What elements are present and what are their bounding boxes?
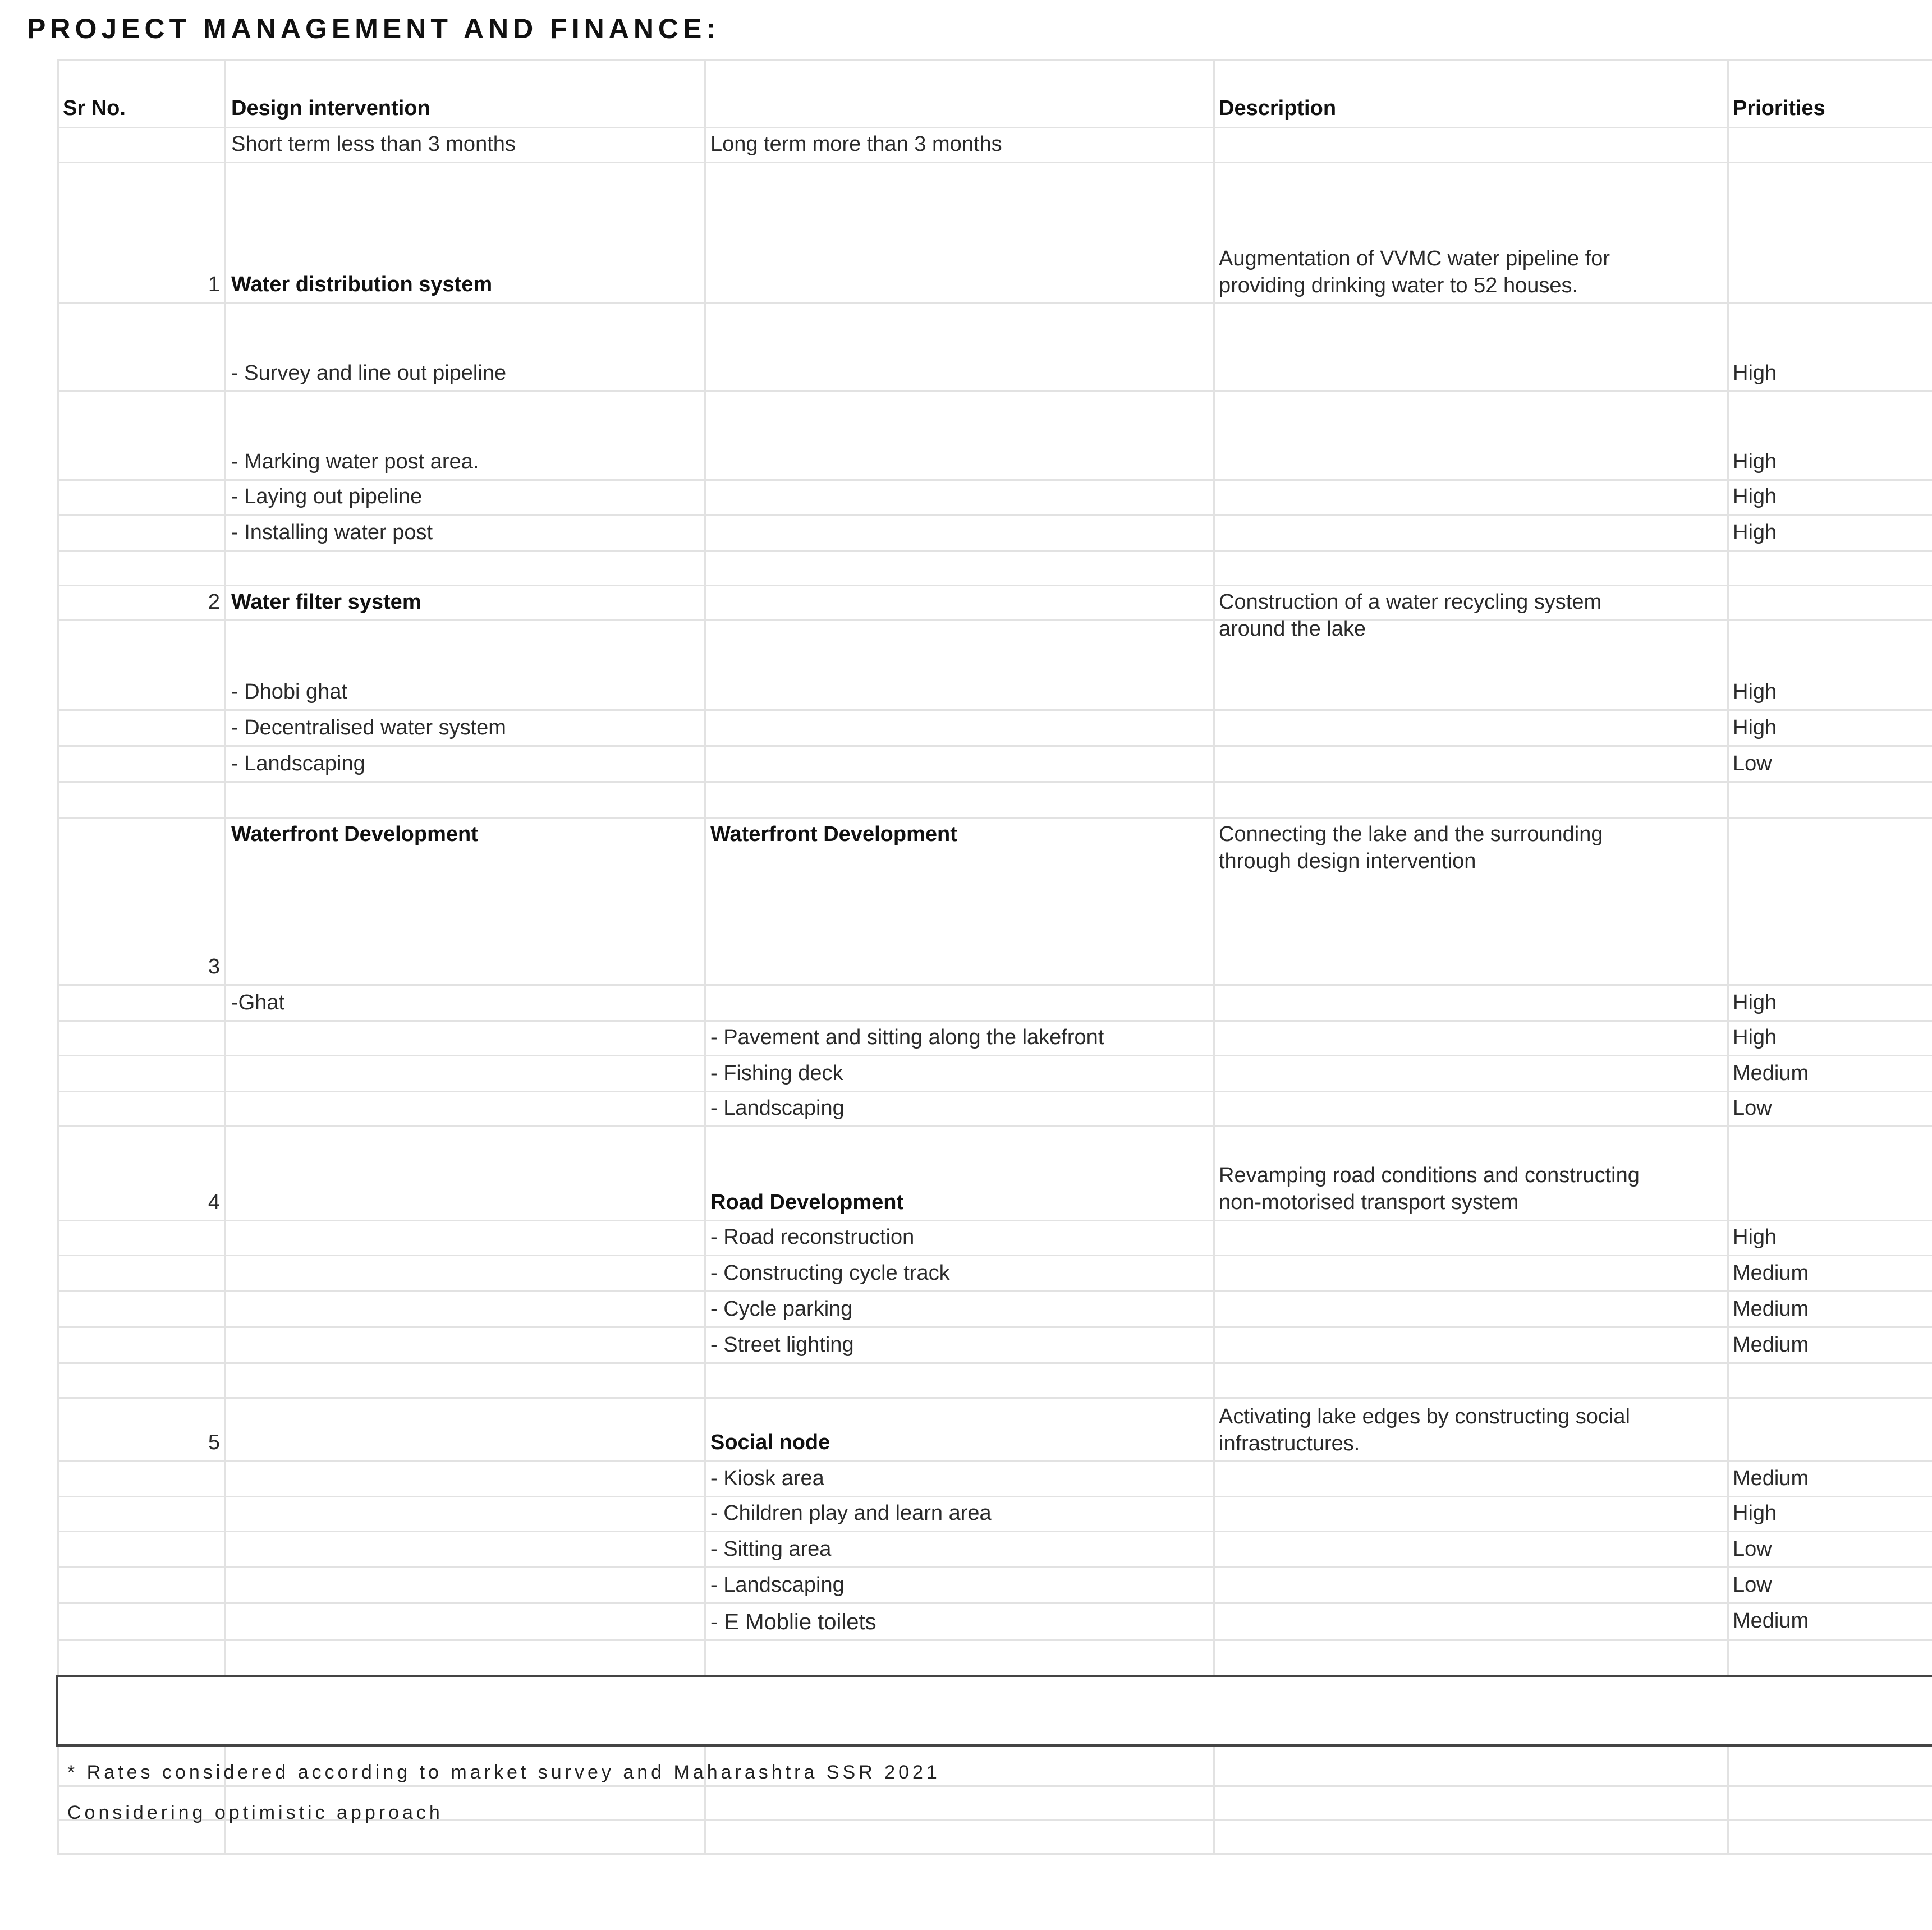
task-label: - Survey and line out pipeline [231, 361, 507, 385]
grid-line [57, 1531, 1932, 1532]
grid-line [57, 585, 1932, 586]
priority-value: Medium [1733, 1333, 1809, 1357]
totals-box [56, 1675, 1932, 1747]
grid-line [57, 302, 1932, 304]
subheader-short-term: Short term less than 3 months [231, 132, 516, 156]
grid-line [57, 1326, 1932, 1328]
task-label: - Sitting area [710, 1537, 832, 1561]
priority-value: High [1733, 521, 1777, 544]
page-title: PROJECT MANAGEMENT AND FINANCE: [27, 13, 721, 44]
grid-line [57, 1853, 1932, 1855]
priority-value: High [1733, 485, 1777, 508]
task-label: - Kiosk area [710, 1467, 824, 1490]
sr-number: 1 [208, 273, 220, 296]
task-label: - Decentralised water system [231, 716, 506, 739]
task-label: -Ghat [231, 991, 285, 1014]
priority-value: High [1733, 450, 1777, 474]
priority-value: Low [1733, 1573, 1772, 1597]
priority-value: Low [1733, 1096, 1772, 1120]
group-description: Construction of a water recycling system around the lake [1219, 590, 1602, 641]
group-title-long: Road Development [710, 1191, 904, 1214]
grid-line [57, 390, 1932, 392]
task-label: - Road reconstruction [710, 1225, 915, 1249]
priority-value: High [1733, 716, 1777, 739]
grid-line [57, 1602, 1932, 1604]
grid-line [57, 709, 1932, 711]
group-description: Activating lake edges by constructing social infrastructures. [1219, 1405, 1630, 1455]
priority-value: Medium [1733, 1467, 1809, 1490]
grid-line [57, 1566, 1932, 1568]
group-description: Revamping road conditions and constructing non-motorised transport system [1219, 1164, 1640, 1214]
grid-line [57, 162, 1932, 163]
grid-line [1213, 59, 1215, 1855]
grid-line [57, 1362, 1932, 1364]
priority-value: Medium [1733, 1609, 1809, 1633]
grid-line [704, 59, 706, 1855]
sr-number: 3 [208, 955, 220, 978]
priority-value: Low [1733, 752, 1772, 775]
grid-line [57, 1091, 1932, 1092]
header-description: Description [1219, 96, 1337, 120]
group-title-long: Social node [710, 1431, 830, 1454]
group-description: Augmentation of VVMC water pipeline for providing drinking water to 52 houses. [1219, 247, 1610, 297]
grid-line [1727, 59, 1729, 1855]
priority-value: Medium [1733, 1062, 1809, 1085]
priority-value: High [1733, 361, 1777, 385]
task-label: - Laying out pipeline [231, 485, 423, 508]
task-label: - Landscaping [710, 1096, 845, 1120]
task-label: - Street lighting [710, 1333, 854, 1357]
task-label: - Marking water post area. [231, 450, 479, 474]
priority-value: Low [1733, 1537, 1772, 1561]
task-label: - Landscaping [231, 752, 365, 775]
task-label: - Children play and learn area [710, 1501, 992, 1525]
task-label: - Landscaping [710, 1573, 845, 1597]
grid-line [57, 745, 1932, 747]
grid-line [57, 1290, 1932, 1292]
priority-value: Medium [1733, 1297, 1809, 1321]
grid-line [57, 59, 1932, 61]
priority-value: High [1733, 991, 1777, 1014]
priority-value: High [1733, 680, 1777, 704]
header-priorities: Priorities [1733, 96, 1825, 120]
task-label: - Pavement and sitting along the lakefront [710, 1026, 1104, 1049]
rates-note: * Rates considered according to market survey and Maharashtra SSR 2021 [67, 1762, 940, 1783]
grid-line [57, 1254, 1932, 1256]
approach-note: Considering optimistic approach [67, 1802, 443, 1823]
grid-line [57, 127, 1932, 128]
group-title: Water filter system [231, 590, 421, 614]
grid-line [57, 1460, 1932, 1462]
group-title: Waterfront Development [231, 822, 478, 846]
grid-line [57, 1639, 1932, 1641]
subheader-long-term: Long term more than 3 months [710, 132, 1002, 156]
grid-line [57, 1785, 1932, 1787]
grid-line [57, 1125, 1932, 1127]
grid-line [57, 1020, 1932, 1022]
grid-line [57, 1220, 1932, 1221]
grid-line [57, 781, 1932, 783]
grid-line [224, 59, 226, 1855]
grid-line [57, 817, 1932, 819]
sr-number: 4 [208, 1191, 220, 1214]
group-title-long: Waterfront Development [710, 822, 957, 846]
task-label: - Fishing deck [710, 1062, 843, 1085]
group-description: Connecting the lake and the surrounding through design intervention [1219, 822, 1603, 873]
grid-line [57, 479, 1932, 481]
task-label: - Constructing cycle track [710, 1261, 950, 1285]
priority-value: High [1733, 1026, 1777, 1049]
grid-line [57, 984, 1932, 986]
group-title: Water distribution system [231, 273, 493, 296]
sr-number: 5 [208, 1431, 220, 1454]
task-label: - Dhobi ghat [231, 680, 348, 704]
sr-number: 2 [208, 590, 220, 614]
priority-value: High [1733, 1225, 1777, 1249]
grid-line [57, 514, 1932, 516]
grid-line [57, 619, 1932, 621]
finance-table [57, 59, 1932, 1855]
priority-value: Medium [1733, 1261, 1809, 1285]
priority-value: High [1733, 1501, 1777, 1525]
task-label: - Installing water post [231, 521, 433, 544]
grid-line [57, 1397, 1932, 1399]
task-label: - Cycle parking [710, 1297, 853, 1321]
grid-line [57, 1496, 1932, 1497]
grid-line [57, 550, 1932, 552]
header-sr-no: Sr No. [63, 96, 126, 120]
header-design-intervention: Design intervention [231, 96, 430, 120]
grid-line [57, 1055, 1932, 1056]
task-label: - E Moblie toilets [710, 1610, 876, 1634]
